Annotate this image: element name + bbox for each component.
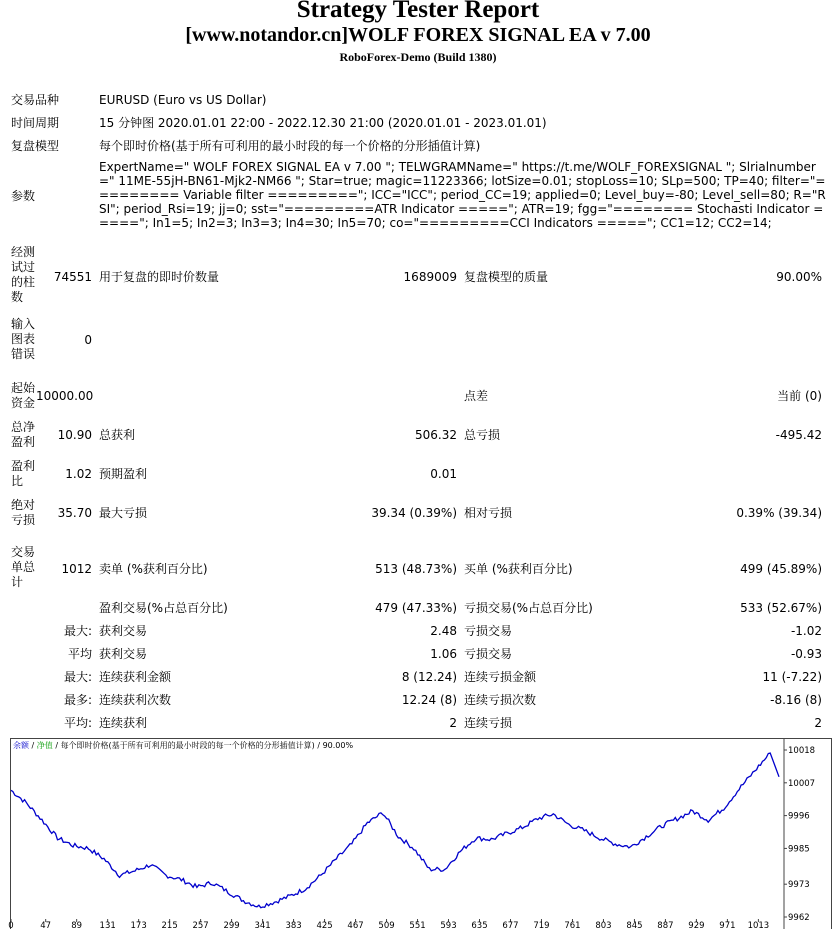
avg-loss-label: 亏损交易 <box>464 647 513 661</box>
gross-loss-label: 总亏损 <box>464 428 501 442</box>
x-tick-label: 1013 <box>747 921 770 929</box>
long-label: 买单 (%获利百分比) <box>464 562 573 576</box>
bars-label: 经测试过的柱数 <box>11 245 36 304</box>
x-tick-label: 215 <box>161 921 178 929</box>
most-win-value: 12.24 (8) <box>401 693 457 707</box>
trades-label: 交易单总计 <box>11 545 36 589</box>
expected-label: 预期盈利 <box>99 467 148 481</box>
spread-label: 点差 <box>464 389 489 403</box>
x-tick-label: 89 <box>71 921 83 929</box>
x-tick-label: 131 <box>99 921 116 929</box>
avgcons-prefix: 平均: <box>63 716 92 730</box>
avgcons-loss-value: 2 <box>814 716 822 730</box>
loss-value: 533 (52.67%) <box>740 601 822 615</box>
errors-value: 0 <box>84 333 92 347</box>
errors-label: 输入图表错误 <box>11 317 36 361</box>
x-tick-label: 593 <box>440 921 457 929</box>
rel-dd-value: 0.39% (39.34) <box>736 506 822 520</box>
report-subtitle: [www.notandor.cn]WOLF FOREX SIGNAL EA v 7.00 <box>185 24 651 46</box>
y-tick-label: 9973 <box>788 880 810 891</box>
trades-value: 1012 <box>61 562 92 576</box>
period-value: 15 分钟图 2020.01.01 22:00 - 2022.12.30 21:00 (2020.01.01 - 2023.01.01) <box>99 116 547 130</box>
short-value: 513 (48.73%) <box>375 562 457 576</box>
deposit-value: 10000.00 <box>36 389 94 403</box>
largest-win-value: 2.48 <box>430 624 457 638</box>
avgcons-win-label: 连续获利 <box>99 716 148 730</box>
expected-value: 0.01 <box>430 467 457 481</box>
avg-prefix: 平均 <box>67 647 92 661</box>
x-tick-label: 929 <box>688 921 705 929</box>
most-win-label: 连续获利次数 <box>99 693 172 707</box>
net-label: 总净盈利 <box>11 420 36 449</box>
most-loss-label: 连续亏损次数 <box>464 693 537 707</box>
x-tick-label: 719 <box>533 921 550 929</box>
gross-profit-value: 506.32 <box>415 428 457 442</box>
most-prefix: 最多: <box>63 693 92 707</box>
y-tick-label: 9962 <box>788 913 810 923</box>
x-tick-label: 0 <box>8 921 14 929</box>
largest-loss-value: -1.02 <box>790 624 822 638</box>
model-value: 每个即时价格(基于所有可利用的最小时段的每一个价格的分形插值计算) <box>99 139 481 153</box>
caption-balance: 余额 <box>13 741 29 750</box>
pf-value: 1.02 <box>65 467 92 481</box>
deposit-label: 起始资金 <box>11 381 36 410</box>
avgcons-win-value: 2 <box>449 716 457 730</box>
largest-win-label: 获利交易 <box>99 624 148 638</box>
max-dd-label: 最大亏损 <box>99 506 148 520</box>
x-tick-label: 803 <box>595 921 612 929</box>
x-tick-label: 425 <box>316 921 333 929</box>
pf-label: 盈利比 <box>11 459 36 488</box>
gross-profit-label: 总获利 <box>99 428 136 442</box>
maxcons-win-value: 8 (12.24) <box>401 670 457 684</box>
rel-dd-label: 相对亏损 <box>464 506 513 520</box>
x-tick-label: 845 <box>626 921 643 929</box>
maxcons-win-label: 连续获利金额 <box>99 670 172 684</box>
largest-loss-label: 亏损交易 <box>464 624 513 638</box>
x-tick-label: 299 <box>223 921 240 929</box>
report-title: Strategy Tester Report <box>296 0 540 23</box>
x-tick-label: 467 <box>347 921 364 929</box>
y-tick-label: 9996 <box>788 811 810 822</box>
max-dd-value: 39.34 (0.39%) <box>371 506 457 520</box>
symbol-value: EURUSD (Euro vs US Dollar) <box>99 93 267 107</box>
maxcons-loss-value: 11 (-7.22) <box>762 670 822 684</box>
abs-dd-value: 35.70 <box>57 506 92 520</box>
win-value: 479 (47.33%) <box>375 601 457 615</box>
avg-win-value: 1.06 <box>430 647 457 661</box>
y-tick-label: 10007 <box>788 778 816 789</box>
period-label: 时间周期 <box>11 116 60 130</box>
win-label: 盈利交易(%占总百分比) <box>99 601 228 615</box>
short-label: 卖单 (%获利百分比) <box>99 562 208 576</box>
x-tick-label: 47 <box>40 921 52 929</box>
y-tick-label: 10018 <box>788 746 816 756</box>
symbol-label: 交易品种 <box>11 93 60 107</box>
balance-chart-frame <box>10 738 832 929</box>
chart-caption <box>13 741 353 751</box>
x-tick-label: 341 <box>254 921 271 929</box>
report-server: RoboForex-Demo (Build 1380) <box>339 50 497 64</box>
caption-sep: / <box>29 741 37 750</box>
ticks-value: 1689009 <box>403 270 457 284</box>
caption-rest: / 每个即时价格(基于所有可利用的最小时段的每一个价格的分形插值计算) / 90.00% <box>52 741 354 750</box>
x-tick-label: 971 <box>719 921 736 929</box>
avg-win-label: 获利交易 <box>99 647 148 661</box>
caption-equity: 净值 <box>36 741 53 750</box>
most-loss-value: -8.16 (8) <box>770 693 822 707</box>
params-value: ExpertName=" WOLF FOREX SIGNAL EA v 7.00 "; TELWGRAMName=" https://t.me/WOLF_FOREXSIGNAL "; Slrialnumber=" 11ME-55jH-BN61-Mjk2-NM66 "; Star=true; magic=11223366; lotSize=0.01; stopLoss=10; SLp=500; TP=40; filter="========= Variable filter ========="; ICC="ICC"; period_CC=19; applied=0; Level_buy=-80; Level_sell=80; R="RSI"; period_Rsi=19; jj=0; sst="=========ATR Indicator ====="; ATR=19; fgg="======== Stochasti Indicator ====="; In1=5; In2=3; In3=3; In4=30; In5=70; co="=========CCI Indicators ====="; CC1=12; CC2=14; <box>99 160 826 230</box>
x-tick-label: 257 <box>192 921 209 929</box>
gross-loss-value: -495.42 <box>775 428 822 442</box>
loss-label: 亏损交易(%占总百分比) <box>464 601 593 615</box>
quality-label: 复盘模型的质量 <box>464 270 549 284</box>
long-value: 499 (45.89%) <box>740 562 822 576</box>
model-label: 复盘模型 <box>11 139 60 153</box>
x-tick-label: 887 <box>657 921 674 929</box>
x-tick-label: 383 <box>285 921 302 929</box>
abs-dd-label: 绝对亏损 <box>11 498 36 527</box>
y-tick-label: 9985 <box>788 844 810 855</box>
x-tick-label: 509 <box>378 921 395 929</box>
x-tick-label: 173 <box>130 921 147 929</box>
avgcons-loss-label: 连续亏损 <box>464 716 513 730</box>
x-tick-label: 551 <box>409 921 426 929</box>
maxcons-loss-label: 连续亏损金额 <box>464 670 537 684</box>
quality-value: 90.00% <box>776 270 822 284</box>
bars-value: 74551 <box>53 270 92 284</box>
net-value: 10.90 <box>57 428 92 442</box>
params-label: 参数 <box>11 189 36 203</box>
maxcons-prefix: 最大: <box>63 670 92 684</box>
x-tick-label: 677 <box>502 921 519 929</box>
x-tick-label: 761 <box>564 921 581 929</box>
spread-value: 当前 (0) <box>777 389 822 403</box>
largest-prefix: 最大: <box>63 624 92 638</box>
avg-loss-value: -0.93 <box>790 647 822 661</box>
x-tick-label: 635 <box>471 921 488 929</box>
ticks-label: 用于复盘的即时价数量 <box>99 270 220 284</box>
